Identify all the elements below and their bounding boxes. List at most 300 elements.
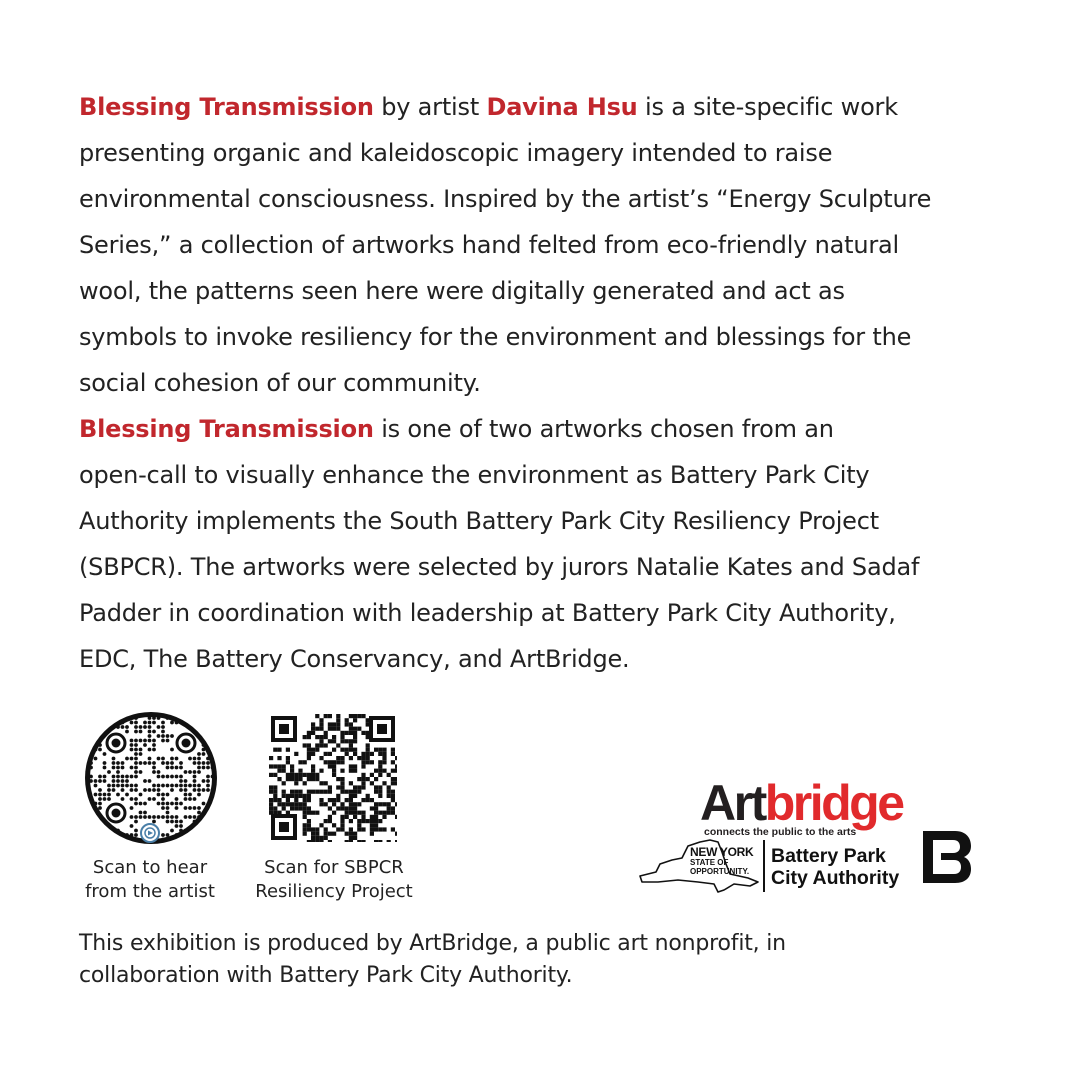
qr-dot [125, 784, 129, 788]
qr-dot [125, 757, 129, 761]
qr-dot [166, 784, 170, 788]
qr-dot [98, 779, 102, 783]
qr-dot [130, 788, 134, 792]
qr-module [395, 840, 397, 842]
qr-module [378, 827, 382, 831]
qr-module [319, 743, 323, 747]
qr-dot [121, 766, 125, 770]
qr-dot [157, 757, 161, 761]
qr-dot [130, 757, 134, 761]
qr-module [319, 781, 323, 785]
qr-dot [134, 833, 138, 837]
qr-module [340, 735, 344, 739]
qr-dot [139, 815, 143, 819]
qr-module [307, 823, 311, 827]
qr-module [349, 798, 353, 802]
qr-dot [211, 725, 215, 729]
qr-dot [193, 788, 197, 792]
qr-dot [197, 793, 201, 797]
qr-dot [166, 716, 170, 720]
qr-module [273, 764, 277, 768]
qr-dot [94, 838, 98, 842]
qr-module [370, 806, 374, 810]
nys-opportunity-logo [690, 846, 753, 876]
qr-module [311, 748, 315, 752]
qr-dot [197, 716, 201, 720]
qr-module [361, 781, 365, 785]
qr-module [374, 790, 378, 794]
qr-dot [143, 802, 147, 806]
qr-module [345, 748, 349, 752]
qr-code-icon[interactable] [269, 714, 397, 842]
qr-dot [211, 824, 215, 828]
qr-dot [98, 775, 102, 779]
nys-line: NEW YORK [690, 845, 754, 859]
qr-module [336, 806, 340, 810]
qr-module [374, 811, 378, 815]
qr-module [349, 769, 353, 773]
qr-module [345, 722, 349, 726]
qr-dot [112, 775, 116, 779]
qr-dot [193, 838, 197, 842]
qr-dot [143, 815, 147, 819]
qr-module [340, 785, 344, 789]
qr-module [307, 735, 311, 739]
qr-module [366, 743, 370, 747]
artwork-title: Blessing Transmission [79, 415, 374, 443]
qr-module [324, 802, 328, 806]
qr-dot [103, 793, 107, 797]
qr-dot [193, 779, 197, 783]
qr-module [332, 811, 336, 815]
qr-dot [121, 784, 125, 788]
qr-dot [184, 797, 188, 801]
qr-dot [152, 784, 156, 788]
qr-module [357, 802, 361, 806]
qr-dot [161, 730, 165, 734]
qr-dot [121, 725, 125, 729]
qr-dot [130, 748, 134, 752]
qr-module [303, 760, 307, 764]
qr-module [378, 811, 382, 815]
qr-dot [98, 748, 102, 752]
qr-module [382, 760, 386, 764]
qr-module [290, 769, 294, 773]
qr-module [361, 773, 365, 777]
qr-dot [134, 739, 138, 743]
qr-module [298, 773, 302, 777]
qr-dot [98, 743, 102, 747]
qr-dot [179, 820, 183, 824]
qr-module [378, 802, 382, 806]
qr-module [277, 802, 281, 806]
qr-module [361, 777, 365, 781]
qr-dot [170, 829, 174, 833]
qr-dot [152, 797, 156, 801]
qr-module [349, 727, 353, 731]
qr-module [353, 731, 357, 735]
qr-dot [157, 784, 161, 788]
bpca-logo [771, 845, 899, 889]
qr-dot [89, 820, 93, 824]
qr-module [361, 840, 365, 842]
qr-module [328, 806, 332, 810]
qr-module [387, 840, 391, 842]
qr-module [298, 777, 302, 781]
qr-module [345, 718, 349, 722]
qr-dot [130, 833, 134, 837]
qr-dot [175, 815, 179, 819]
qr-module [382, 752, 386, 756]
qr-module [269, 790, 273, 794]
caption-line: Scan to hear [92, 857, 208, 878]
qr-dot [139, 725, 143, 729]
qr-dot [103, 797, 107, 801]
description-line: presenting organic and kaleidoscopic imagery intended to raise [79, 139, 833, 167]
qr-dot [161, 739, 165, 743]
qr-module [311, 827, 315, 831]
qr-dot [193, 770, 197, 774]
qr-module [345, 811, 349, 815]
qr-module [307, 811, 311, 815]
qr-dot [161, 734, 165, 738]
artbridge-tagline: connects the public to the arts [704, 826, 857, 838]
qr-dot [125, 833, 129, 837]
qr-module [269, 806, 273, 810]
exhibition-credit [79, 928, 979, 992]
qr-dot [134, 752, 138, 756]
qr-module [269, 798, 273, 802]
qr-dot [103, 775, 107, 779]
qr-module [277, 748, 281, 752]
description-line: Padder in coordination with leadership at Battery Park City Authority, [79, 599, 896, 627]
qr-module [357, 823, 361, 827]
qr-dot [179, 802, 183, 806]
qr-module [370, 760, 374, 764]
qr-dot [130, 766, 134, 770]
qr-module [277, 764, 281, 768]
qr-module [382, 827, 386, 831]
qr-dot [202, 725, 206, 729]
qr-dot [148, 721, 152, 725]
qr-dot [206, 775, 210, 779]
artbridge-logo [700, 775, 915, 838]
qr-module [332, 798, 336, 802]
qr-module [391, 752, 395, 756]
qr-dot [206, 761, 210, 765]
qr-dot [188, 806, 192, 810]
qr-module [391, 794, 395, 798]
qr-module [319, 735, 323, 739]
qr-caption-sbpcr [238, 856, 430, 904]
qr-dot [157, 815, 161, 819]
qr-dot [211, 820, 215, 824]
qr-module [311, 811, 315, 815]
qr-module [345, 752, 349, 756]
qr-module [277, 798, 281, 802]
qr-dot [116, 766, 120, 770]
qr-module [319, 727, 323, 731]
qr-module [328, 798, 332, 802]
qr-module [328, 819, 332, 823]
qr-module [303, 794, 307, 798]
qr-dot [197, 752, 201, 756]
qr-dot [193, 820, 197, 824]
qr-dot [166, 761, 170, 765]
qr-module [328, 790, 332, 794]
qr-module [361, 764, 365, 768]
qr-dot [107, 838, 111, 842]
qr-module [387, 806, 391, 810]
qr-dot [148, 734, 152, 738]
qr-dot [98, 793, 102, 797]
qr-module [307, 756, 311, 760]
qr-module [319, 756, 323, 760]
qr-dot [202, 824, 206, 828]
qr-module [353, 815, 357, 819]
qr-module [345, 806, 349, 810]
qr-dot [197, 784, 201, 788]
qr-dot [89, 734, 93, 738]
qr-dot [161, 725, 165, 729]
qr-dot [116, 775, 120, 779]
qr-dot [175, 806, 179, 810]
qr-module [340, 769, 344, 773]
qr-dot [184, 815, 188, 819]
qr-dot [134, 788, 138, 792]
qr-module [328, 764, 332, 768]
qr-dot [112, 784, 116, 788]
qr-module [315, 790, 319, 794]
qr-module [315, 836, 319, 840]
qr-module [349, 836, 353, 840]
qr-dot [211, 766, 215, 770]
qr-module [311, 731, 315, 735]
qr-dot [188, 833, 192, 837]
qr-module [273, 785, 277, 789]
qr-module [349, 722, 353, 726]
qr-dot [197, 811, 201, 815]
qr-module [332, 764, 336, 768]
qr-module [315, 832, 319, 836]
qr-dot [121, 779, 125, 783]
qr-dot [211, 811, 215, 815]
qr-module [387, 794, 391, 798]
qr-dot [112, 838, 116, 842]
qr-dot [139, 770, 143, 774]
qr-module [273, 748, 277, 752]
qr-module [374, 806, 378, 810]
qr-dot [166, 766, 170, 770]
qr-module [282, 790, 286, 794]
qr-module [269, 802, 273, 806]
qr-dot [197, 829, 201, 833]
qr-dot [197, 770, 201, 774]
qr-dot [107, 797, 111, 801]
qr-module [307, 777, 311, 781]
qr-module [387, 790, 391, 794]
qr-module [353, 836, 357, 840]
qr-dot [202, 838, 206, 842]
qr-dot [202, 766, 206, 770]
nys-line: OPPORTUNITY. [690, 867, 750, 876]
qr-module [382, 756, 386, 760]
qr-module [303, 815, 307, 819]
qr-dot [184, 779, 188, 783]
qr-dot [202, 748, 206, 752]
qr-dot [139, 730, 143, 734]
qr-module [303, 743, 307, 747]
qr-dot [143, 739, 147, 743]
qr-dot [206, 788, 210, 792]
qr-module [353, 802, 357, 806]
qr-dot [193, 833, 197, 837]
qr-dot [89, 775, 93, 779]
qr-module [378, 790, 382, 794]
qr-dot [184, 793, 188, 797]
qr-module [340, 790, 344, 794]
qr-dot [175, 784, 179, 788]
qr-module [361, 815, 365, 819]
qr-module [307, 743, 311, 747]
artbridge-bridge: bridge [764, 775, 903, 831]
qr-dot [116, 761, 120, 765]
qr-dot [107, 770, 111, 774]
qr-module [353, 832, 357, 836]
qr-module [370, 823, 374, 827]
qr-dot [211, 721, 215, 725]
qr-dot [89, 815, 93, 819]
qr-module [324, 836, 328, 840]
caption-line: Scan for SBPCR [264, 857, 404, 878]
qr-dot [107, 716, 111, 720]
qr-dot [175, 824, 179, 828]
qr-dot [157, 793, 161, 797]
qr-dot [134, 716, 138, 720]
qr-dot [170, 734, 174, 738]
qr-dot [139, 761, 143, 765]
qr-dot [166, 833, 170, 837]
qr-dot [134, 775, 138, 779]
qr-dot [148, 779, 152, 783]
qr-module [395, 777, 397, 781]
qr-module [332, 773, 336, 777]
qr-dot [179, 761, 183, 765]
qr-module [395, 815, 397, 819]
qr-module [311, 769, 315, 773]
qr-module [290, 790, 294, 794]
description-line: (SBPCR). The artworks were selected by jurors Natalie Kates and Sadaf [79, 553, 920, 581]
qr-module [382, 748, 386, 752]
qr-dot [134, 761, 138, 765]
qr-module [395, 832, 397, 836]
qr-module [391, 769, 395, 773]
qr-module [319, 790, 323, 794]
qr-module [273, 773, 277, 777]
qr-module [311, 832, 315, 836]
qr-module [282, 806, 286, 810]
qr-module [328, 739, 332, 743]
qr-module [315, 714, 319, 718]
qr-dot [121, 775, 125, 779]
qr-dot [184, 716, 188, 720]
artwork-description [79, 84, 1029, 406]
qr-dot [134, 829, 138, 833]
qr-module [361, 760, 365, 764]
qr-dot [98, 788, 102, 792]
qr-module [349, 840, 353, 842]
qr-module [382, 781, 386, 785]
qr-dot [112, 761, 116, 765]
qr-dot [134, 730, 138, 734]
qr-dot [197, 806, 201, 810]
qr-dot [202, 829, 206, 833]
qr-module [336, 798, 340, 802]
qr-dot [184, 806, 188, 810]
qr-dot [170, 757, 174, 761]
qr-module [332, 802, 336, 806]
qr-dot [112, 779, 116, 783]
qr-module [328, 722, 332, 726]
bpca-line: Battery Park [771, 845, 886, 867]
qr-dot [184, 788, 188, 792]
qr-module [324, 714, 328, 718]
qr-module [286, 756, 290, 760]
qr-dot [143, 743, 147, 747]
qr-dot [161, 761, 165, 765]
qr-module [336, 777, 340, 781]
qr-dot [170, 784, 174, 788]
qr-dot [161, 797, 165, 801]
qr-dot [161, 833, 165, 837]
qr-module [357, 777, 361, 781]
qr-module [353, 785, 357, 789]
qr-module [395, 756, 397, 760]
qr-module [353, 714, 357, 718]
qr-dot [188, 770, 192, 774]
qr-module [269, 756, 273, 760]
qr-module [307, 773, 311, 777]
qr-module [353, 790, 357, 794]
qr-module [391, 811, 395, 815]
qr-module [311, 836, 315, 840]
circular-qr-code-icon[interactable] [83, 710, 219, 846]
qr-dot [152, 748, 156, 752]
qr-dot [139, 802, 143, 806]
qr-module [366, 760, 370, 764]
qr-module [336, 718, 340, 722]
qr-module [324, 735, 328, 739]
qr-module [303, 781, 307, 785]
qr-module [319, 802, 323, 806]
qr-module [315, 773, 319, 777]
qr-module [387, 802, 391, 806]
qr-dot [130, 806, 134, 810]
qr-module [353, 735, 357, 739]
qr-module [366, 798, 370, 802]
qr-dot [157, 716, 161, 720]
qr-module [328, 785, 332, 789]
qr-dot [103, 766, 107, 770]
qr-dot [130, 815, 134, 819]
qr-module [357, 840, 361, 842]
qr-module [349, 794, 353, 798]
qr-dot [202, 802, 206, 806]
qr-dot [94, 757, 98, 761]
qr-dot [197, 757, 201, 761]
qr-module [282, 781, 286, 785]
qr-module [378, 840, 382, 842]
